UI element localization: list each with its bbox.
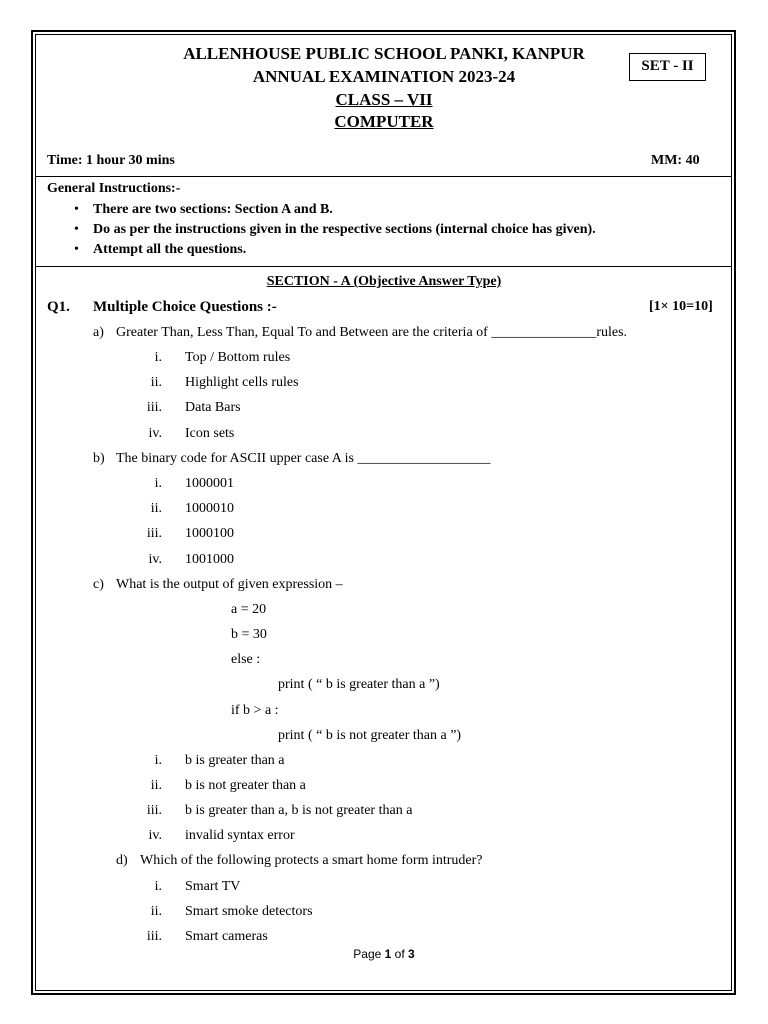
- q1-marks: [1× 10=10]: [649, 299, 713, 314]
- option-text: b is greater than a, b is not greater than a: [185, 803, 413, 818]
- subject-title: [0, 112, 768, 132]
- option-number: iii.: [146, 400, 162, 415]
- set-box: SET - II: [629, 53, 706, 81]
- option-text: 1001000: [185, 552, 234, 567]
- option-number: iv.: [148, 426, 162, 441]
- option-text: 1000100: [185, 526, 234, 541]
- option-text: 1000001: [185, 476, 234, 491]
- exam-title: ANNUAL EXAMINATION 2023-24: [252, 67, 516, 86]
- code-line: print ( “ b is not greater than a ”): [278, 728, 462, 743]
- option-text: Data Bars: [185, 400, 241, 415]
- page-current: 1: [384, 947, 392, 961]
- code-line: else :: [231, 652, 261, 667]
- class-title: [0, 90, 768, 110]
- question-label: a): [93, 325, 104, 340]
- option-text: 1000010: [185, 501, 234, 516]
- page-word: Page: [353, 947, 382, 961]
- instructions-title: General Instructions:-: [47, 181, 181, 196]
- option-number: i.: [154, 879, 162, 894]
- instruction-item: Attempt all the questions.: [93, 242, 247, 257]
- option-text: Icon sets: [185, 426, 235, 441]
- option-text: Smart TV: [185, 879, 241, 894]
- option-number: ii.: [150, 904, 162, 919]
- option-number: iii.: [146, 803, 162, 818]
- page-number: [0, 947, 768, 961]
- class-title-text: CLASS – VII: [335, 90, 433, 109]
- option-number: i.: [154, 476, 162, 491]
- question-text: Which of the following protects a smart home form intruder?: [140, 853, 483, 868]
- option-number: iv.: [148, 552, 162, 567]
- of-word: of: [394, 947, 405, 961]
- section-a-title-text: SECTION - A (Objective Answer Type): [266, 274, 502, 289]
- option-number: iv.: [148, 828, 162, 843]
- bullet-dot: •: [74, 222, 79, 237]
- q1-title: Multiple Choice Questions :-: [93, 299, 277, 315]
- option-number: i.: [154, 753, 162, 768]
- bullet-dot: •: [74, 202, 79, 217]
- max-marks: MM: 40: [651, 153, 700, 168]
- question-text: What is the output of given expression –: [116, 577, 343, 592]
- option-text: Smart smoke detectors: [185, 904, 313, 919]
- option-number: ii.: [150, 501, 162, 516]
- section-a-title: [0, 274, 768, 290]
- option-text: Highlight cells rules: [185, 375, 299, 390]
- subject-title-text: COMPUTER: [334, 112, 434, 131]
- option-number: ii.: [150, 375, 162, 390]
- option-text: b is not greater than a: [185, 778, 306, 793]
- option-number: iii.: [146, 929, 162, 944]
- school-name: ALLENHOUSE PUBLIC SCHOOL PANKI, KANPUR: [183, 44, 585, 63]
- q1-number: Q1.: [47, 299, 70, 315]
- question-label: c): [93, 577, 104, 592]
- divider-instructions: [35, 266, 732, 267]
- question-text: Greater Than, Less Than, Equal To and Between are the criteria of _______________rules.: [116, 325, 628, 340]
- option-number: ii.: [150, 778, 162, 793]
- time-label: Time: 1 hour 30 mins: [47, 153, 175, 168]
- bullet-dot: •: [74, 242, 79, 257]
- code-line: if b > a :: [231, 703, 279, 718]
- option-text: invalid syntax error: [185, 828, 295, 843]
- question-text: The binary code for ASCII upper case A is ___________________: [116, 451, 491, 466]
- instruction-item: There are two sections: Section A and B.: [93, 202, 333, 217]
- divider-top: [35, 176, 732, 177]
- code-line: a = 20: [231, 602, 267, 617]
- page-total: 3: [408, 947, 415, 961]
- option-number: iii.: [146, 526, 162, 541]
- option-number: i.: [154, 350, 162, 365]
- option-text: b is greater than a: [185, 753, 285, 768]
- option-text: Smart cameras: [185, 929, 268, 944]
- instruction-item: Do as per the instructions given in the respective sections (internal choice has given).: [93, 222, 596, 237]
- option-text: Top / Bottom rules: [185, 350, 291, 365]
- code-line: print ( “ b is greater than a ”): [278, 677, 440, 692]
- question-label: b): [93, 451, 105, 466]
- code-line: b = 30: [231, 627, 267, 642]
- question-label: d): [116, 853, 128, 868]
